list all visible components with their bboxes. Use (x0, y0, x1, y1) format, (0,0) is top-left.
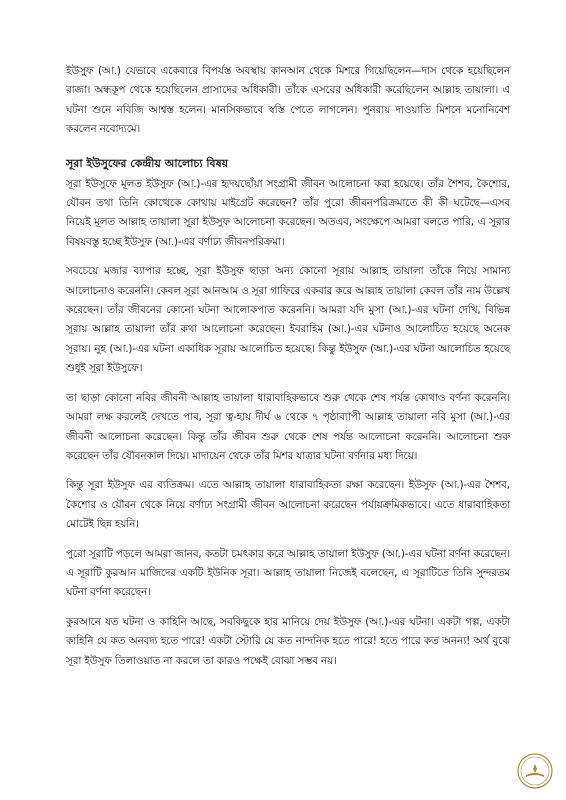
paragraph-5: পুরো সূরাটি পড়লে আমরা জানব, কতটা চমৎকার করে আল্লাহ তায়ালা ইউসুফ (আ.)-এর ঘটনা বর্ণনা করেছেন। এ সূরাটি কুরআন মাজিদের একটি ইউনিক সূরা। আল্লাহ তায়ালা নিজেই বলেছেন, এ সূরাটিতে তিনি সুন্দরতম ঘটনা বর্ণনা করেছেন। (66, 547, 510, 599)
paragraph-6: কুরআনে যত ঘটনা ও কাহিনি আছে, সবকিছুকে হার মানিয়ে দেয় ইউসুফ (আ.)-এর ঘটনা। একটা গল্প, একটা কাহিনি যে কত অনবদ্য হতে পারে! একটা স্টোরি যে কত নান্দনিক হতে পারে! হতে পারে কত অনন্য! অর্থ বুঝে সূরা ইউসুফ তিলাওয়াত না করলে তা কারও পক্ষেই বোঝা সম্ভব নয়। (66, 615, 510, 667)
paragraph-2: সবচেয়ে মজার ব্যাপার হচ্ছে, সূরা ইউসুফ ছাড়া অন্য কোনো সূরায় আল্লাহ তায়ালা তাঁকে নিয়ে সামান্য আলোচনাও করেননি। কেবল সূরা আনআম ও সূরা গাফিরে একবার করে আল্লাহ তায়ালা কেবল তাঁর নাম উল্লেখ করেছেন। তাঁর জীবনের কোনো ঘটনা আলোকপাত করেননি। আমরা যদি মুসা (আ.)-এর ঘটনা দেখি, বিভিন্ন সূরায় আল্লাহ তায়ালা তাঁর কথা আলোচনা করেছেন। ইবরাহিম (আ.)-এর ঘটনাও আলোচিত হয়েছে অনেক সূরায়। নুহ (আ.)-এর ঘটনা একাধিক সূরায় আলোচিত হয়েছে। কিন্তু ইউসুফ (আ.)-এর ঘটনা আলোচিত হয়েছে শুধুই সূরা ইউসুফে। (66, 265, 510, 375)
paragraph-intro: ইউসুফ (আ.) যেভাবে একেবারে বিপর্যস্ত অবস্থায় কানআন থেকে মিশরে গিয়েছিলেন—দাস থেকে হয়েছিলেন রাজা। অন্ধকূপ থেকে হয়েছিলেন প্রাসাদের অধিকারী। তাঁকে এসবের অধিকারী করেছিলেন আল্লাহ তায়ালা। এ ঘটনা শুনে নবিজি আশ্বস্ত হলেন। মানসিকভাবে স্বস্তি পেতে লাগলেন। পুনরায় দাওয়াতি মিশনে মনোনিবেশ করলেন নবোদ্যমে। (66, 65, 510, 136)
page-content (66, 62, 510, 681)
publisher-logo-icon (516, 752, 554, 790)
section-heading: সূরা ইউসুফের কেন্দ্রীয় আলোচ্য বিষয় (66, 156, 229, 170)
paragraph-1: সূরা ইউসুফে মূলত ইউসুফ (আ.)-এর হৃদয়ছোঁয়া সংগ্রামী জীবন আলোচনা করা হয়েছে। তাঁর শৈশব, কৈশোর, যৌবন তথা তিনি কোত্থেকে কোথায় মাইগ্রেট করেছেন? তাঁর পুরো জীবনপরিক্রমাতে কী কী ঘটেছে—এসব নিয়েই মূলত আল্লাহ তায়ালা সূরা ইউসুফ আলোচনা করেছেন। অতএব, সংক্ষেপে আমরা বলতে পারি, এ সূরার বিষয়বস্তু হচ্ছে ইউসুফ (আ.)-এর বর্ণাঢ্য জীবনপরিক্রমা। (66, 177, 510, 248)
paragraph-3: তা ছাড়া কোনো নবির জীবনী আল্লাহ তায়ালা ধারাবাহিকভাবে শুরু থেকে শেষ পর্যন্ত কোথাও বর্ণনা করেননি। আমরা লক্ষ করলেই দেখতে পাব, সূরা ত্ব-হায় দীর্ঘ ৬ থেকে ৭ পৃষ্ঠাব্যাপী আল্লাহ তায়ালা নবি মুসা (আ.)-এর জীবনী আলোচনা করেছেন। কিন্তু তাঁর জীবন শুরু থেকে শেষ পর্যন্ত আলোচনা করেননি। আলোচনা শুরু করেছেন তাঁর যৌবনকাল দিয়ে। মাদায়েন থেকে তাঁর মিশর যাত্রার ঘটনা বর্ণনার মধ্য দিয়ে। (66, 391, 510, 462)
paragraph-4: কিন্তু সূরা ইউসুফ এর ব্যতিক্রম। এতে আল্লাহ তায়ালা ধারাবাহিকতা রক্ষা করেছেন। ইউসুফ (আ.)-এর শৈশব, কৈশোর ও যৌবন থেকে নিয়ে বর্ণাঢ্য সংগ্রামী জীবন আলোচনা করেছেন পর্যায়ক্রমিকভাবে। এতে ধারাবাহিকতা মোটেই ছিন্ন হয়নি। (66, 479, 510, 531)
